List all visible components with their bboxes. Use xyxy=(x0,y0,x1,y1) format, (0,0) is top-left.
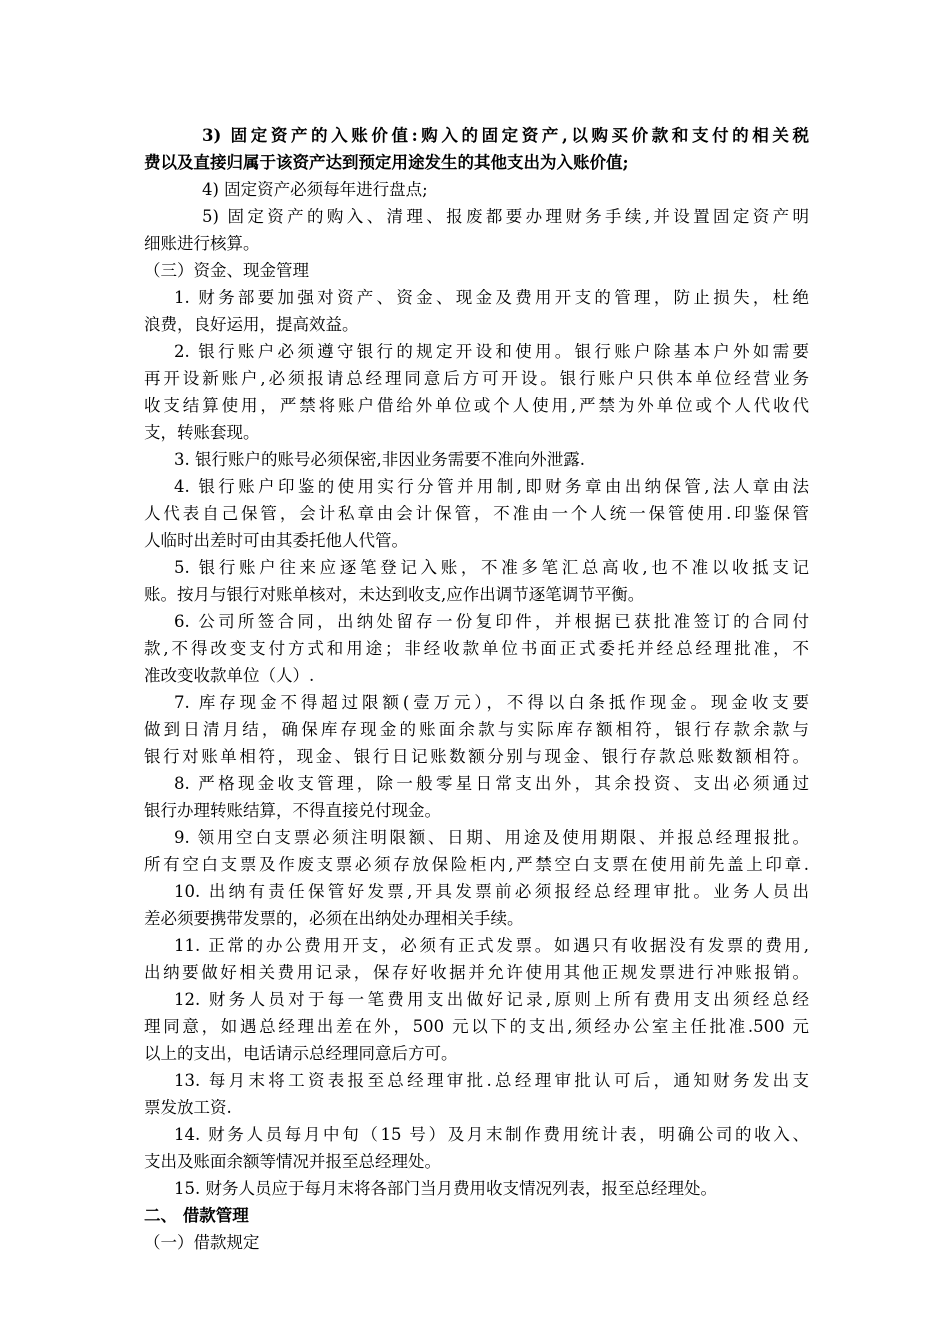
text-line: 2. 银行账户必须遵守银行的规定开设和使用。银行账户除基本户外如需要 xyxy=(174,342,809,361)
text-line: 人代表自己保管，会计私章由会计保管，不准由一个人统一保管使用.印鉴保管 xyxy=(144,504,809,523)
text-line: 细账进行核算。 xyxy=(144,234,260,253)
text-line: 3) 固定资产的入账价值:购入的固定资产,以购买价款和支付的相关税 xyxy=(202,126,809,145)
text-line: 14. 财务人员每月中旬（15 号）及月末制作费用统计表，明确公司的收入、 xyxy=(174,1125,809,1144)
text-line: 所有空白支票及作废支票必须存放保险柜内,严禁空白支票在使用前先盖上印章. xyxy=(144,855,809,874)
text-line: 理同意，如遇总经理出差在外，500 元以下的支出,须经办公室主任批准.500 元 xyxy=(144,1017,809,1036)
text-line: 差必须要携带发票的，必须在出纳处办理相关手续。 xyxy=(144,909,524,928)
section-heading: （一）借款规定 xyxy=(144,1233,260,1252)
text-line: 6. 公司所签合同，出纳处留存一份复印件，并根据已获批准签订的合同付 xyxy=(174,612,809,631)
text-line: 出纳要做好相关费用记录，保存好收据并允许使用其他正规发票进行冲账报销。 xyxy=(144,963,809,982)
text-line: 5) 固定资产的购入、清理、报废都要办理财务手续,并设置固定资产明 xyxy=(202,207,809,226)
chapter-heading: 二、 借款管理 xyxy=(144,1206,249,1225)
text-line: 做到日清月结，确保库存现金的账面余款与实际库存额相符，银行存款余款与 xyxy=(144,720,809,739)
text-line: 人临时出差时可由其委托他人代管。 xyxy=(144,531,408,550)
text-line: 7. 库存现金不得超过限额(壹万元），不得以白条抵作现金。现金收支要 xyxy=(174,693,809,712)
text-line: 支出及账面余额等情况并报至总经理处。 xyxy=(144,1152,441,1171)
text-line: 1. 财务部要加强对资产、资金、现金及费用开支的管理，防止损失，杜绝 xyxy=(174,288,809,307)
text-line: 再开设新账户,必须报请总经理同意后方可开设。银行账户只供本单位经营业务 xyxy=(144,369,809,388)
text-line: 3. 银行账户的账号必须保密,非因业务需要不准向外泄露. xyxy=(174,450,585,469)
text-line: 5. 银行账户往来应逐笔登记入账，不准多笔汇总高收,也不准以收抵支记 xyxy=(174,558,809,577)
text-line: 款,不得改变支付方式和用途；非经收款单位书面正式委托并经总经理批准，不 xyxy=(144,639,809,658)
text-line: 8. 严格现金收支管理，除一般零星日常支出外，其余投资、支出必须通过 xyxy=(174,774,809,793)
text-line: 4) 固定资产必须每年进行盘点; xyxy=(202,180,428,199)
text-line: 9. 领用空白支票必须注明限额、日期、用途及使用期限、并报总经理报批。 xyxy=(174,828,809,847)
text-line: 银行对账单相符，现金、银行日记账数额分别与现金、银行存款总账数额相符。 xyxy=(144,747,809,766)
text-line: 11. 正常的办公费用开支，必须有正式发票。如遇只有收据没有发票的费用, xyxy=(174,936,809,955)
text-line: 以上的支出，电话请示总经理同意后方可。 xyxy=(144,1044,458,1063)
text-line: 费以及直接归属于该资产达到预定用途发生的其他支出为入账价值; xyxy=(144,153,629,172)
text-line: 票发放工资. xyxy=(144,1098,232,1117)
text-line: 浪费，良好运用，提高效益。 xyxy=(144,315,359,334)
text-line: 15. 财务人员应于每月末将各部门当月费用收支情况列表，报至总经理处。 xyxy=(174,1179,717,1198)
text-line: 账。按月与银行对账单核对，未达到收支,应作出调节逐笔调节平衡。 xyxy=(144,585,645,604)
text-line: 银行办理转账结算，不得直接兑付现金。 xyxy=(144,801,441,820)
document-page xyxy=(144,122,809,1256)
text-line: 支，转账套现。 xyxy=(144,423,260,442)
text-line: 13. 每月末将工资表报至总经理审批.总经理审批认可后，通知财务发出支 xyxy=(174,1071,809,1090)
text-line: 12. 财务人员对于每一笔费用支出做好记录,原则上所有费用支出须经总经 xyxy=(174,990,809,1009)
section-heading: （三）资金、现金管理 xyxy=(144,261,309,280)
text-line: 4. 银行账户印鉴的使用实行分管并用制,即财务章由出纳保管,法人章由法 xyxy=(174,477,809,496)
text-line: 10. 出纳有责任保管好发票,开具发票前必须报经总经理审批。业务人员出 xyxy=(174,882,809,901)
text-line: 准改变收款单位（人）. xyxy=(144,666,315,685)
text-line: 收支结算使用，严禁将账户借给外单位或个人使用,严禁为外单位或个人代收代 xyxy=(144,396,809,415)
